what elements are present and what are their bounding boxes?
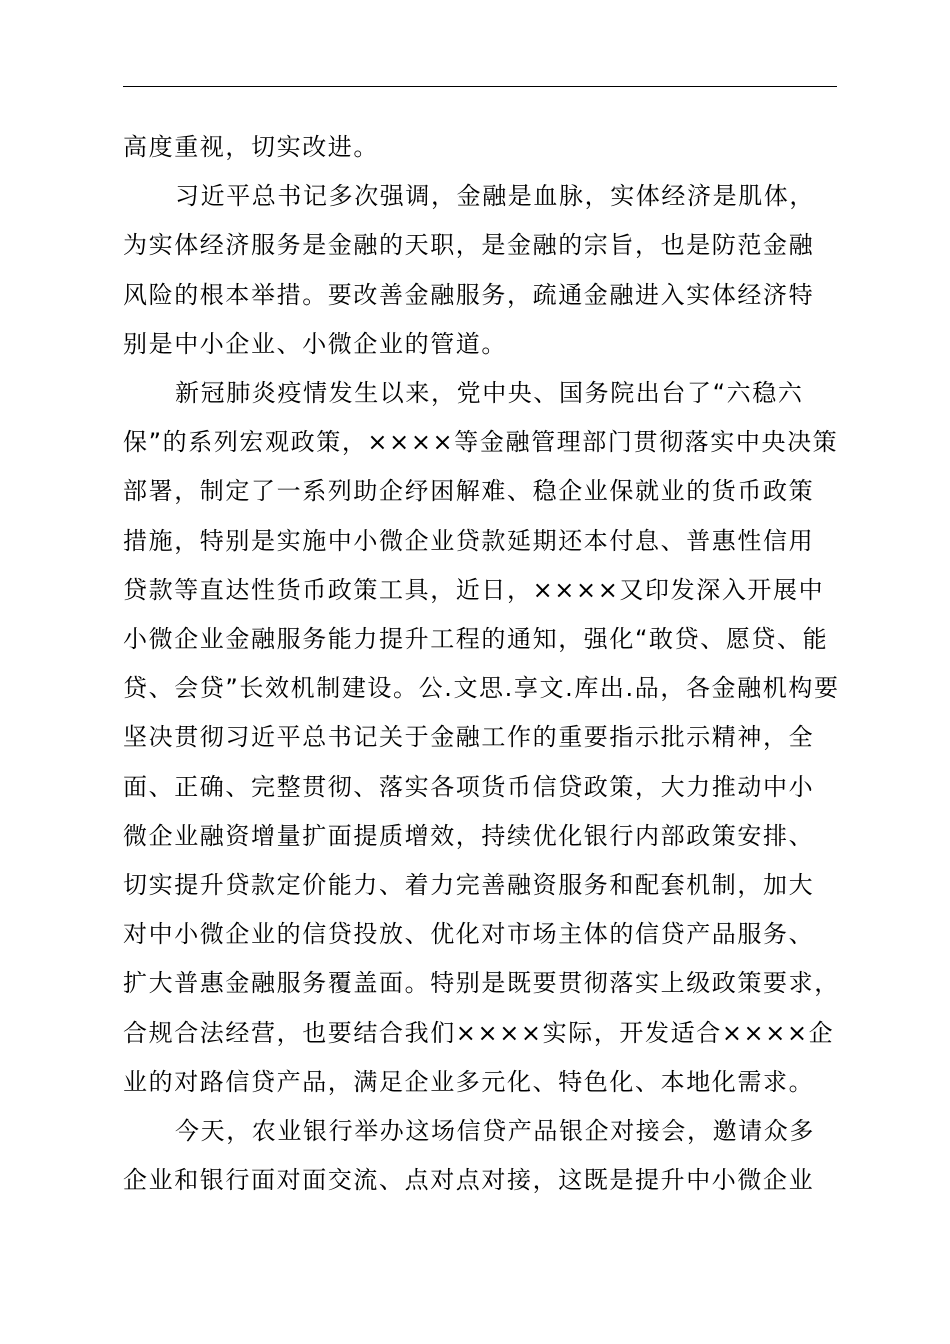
text-line: 贷、会贷”长效机制建设。公.文思.享文.库出.品，各金融机构要 <box>123 674 840 703</box>
text-line: 贷款等直达性货币政策工具，近日，××××又印发深入开展中 <box>123 575 825 604</box>
text-line: 风险的根本举措。要改善金融服务，疏通金融进入实体经济特 <box>123 280 815 309</box>
text-line: 保”的系列宏观政策，××××等金融管理部门贯彻落实中央决策 <box>123 428 839 457</box>
document-body <box>123 123 840 1205</box>
text-line: 微企业融资增量扩面提质增效，持续优化银行内部政策安排、 <box>123 821 815 850</box>
header-rule <box>123 86 837 87</box>
text-line: 高度重视，切实改进。 <box>123 133 379 161</box>
text-line: 小微企业金融服务能力提升工程的通知，强化“敢贷、愿贷、能 <box>123 625 829 654</box>
text-line: 坚决贯彻习近平总书记关于金融工作的重要指示批示精神，全 <box>123 723 815 752</box>
text-line: 企业和银行面对面交流、点对点对接，这既是提升中小微企业 <box>123 1166 815 1195</box>
text-line: 今天，农业银行举办这场信贷产品银企对接会，邀请众多 <box>175 1117 815 1146</box>
text-line: 习近平总书记多次强调，金融是血脉，实体经济是肌体， <box>175 182 815 211</box>
paragraph-2 <box>123 172 837 369</box>
text-line: 业的对路信贷产品，满足企业多元化、特色化、本地化需求。 <box>123 1067 815 1096</box>
text-line: 别是中小企业、小微企业的管道。 <box>123 329 507 358</box>
paragraph-1 <box>123 123 837 172</box>
text-line: 为实体经济服务是金融的天职，是金融的宗旨，也是防范金融 <box>123 231 815 260</box>
text-line: 新冠肺炎疫情发生以来，党中央、国务院出台了“六稳六 <box>175 379 804 408</box>
text-line: 部署，制定了一系列助企纾困解难、稳企业保就业的货币政策 <box>123 477 815 506</box>
paragraph-3 <box>123 369 840 1107</box>
paragraph-4 <box>123 1107 837 1205</box>
text-line: 面、正确、完整贯彻、落实各项货币信贷政策，大力推动中小 <box>123 772 815 801</box>
text-line: 对中小微企业的信贷投放、优化对市场主体的信贷产品服务、 <box>123 920 815 949</box>
text-line: 合规合法经营，也要结合我们××××实际，开发适合××××企 <box>123 1018 835 1047</box>
text-line: 措施，特别是实施中小微企业贷款延期还本付息、普惠性信用 <box>123 526 815 555</box>
text-line: 切实提升贷款定价能力、着力完善融资服务和配套机制，加大 <box>123 871 815 900</box>
text-line: 扩大普惠金融服务覆盖面。特别是既要贯彻落实上级政策要求， <box>123 969 840 998</box>
